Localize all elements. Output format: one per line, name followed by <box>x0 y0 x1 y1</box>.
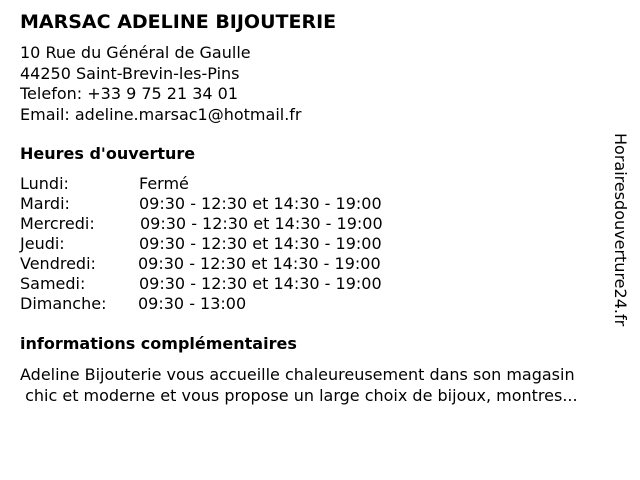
hours-row-friday <box>20 254 383 274</box>
hours-row-sunday <box>20 294 383 314</box>
hours-row-tuesday <box>20 194 383 214</box>
hours-day: Mardi: <box>20 194 70 213</box>
hours-row-monday <box>20 174 383 194</box>
hours-time: 09:30 - 12:30 et 14:30 - 19:00 <box>139 234 382 253</box>
description-line: chic et moderne et vous propose un large choix de bijoux, montres... <box>20 385 578 405</box>
street-address: 10 Rue du Général de Gaulle <box>20 43 251 62</box>
hours-day: Lundi: <box>20 174 69 193</box>
hours-day: Vendredi: <box>20 254 96 273</box>
description-line: Adeline Bijouterie vous accueille chaleureusement dans son magasin <box>20 365 575 384</box>
hours-day: Samedi: <box>20 274 86 293</box>
email-address: Email: adeline.marsac1@hotmail.fr <box>20 104 302 124</box>
hours-time: 09:30 - 12:30 et 14:30 - 19:00 <box>139 194 382 213</box>
hours-time: 09:30 - 13:00 <box>138 294 247 313</box>
business-contact <box>20 43 302 125</box>
opening-hours-heading: Heures d'ouverture <box>20 144 196 163</box>
opening-hours-table <box>20 174 383 314</box>
city-address: 44250 Saint-Brevin-les-Pins <box>20 63 240 83</box>
hours-time: 09:30 - 12:30 et 14:30 - 19:00 <box>140 214 383 233</box>
business-description <box>20 365 632 406</box>
business-name: MARSAC ADELINE BIJOUTERIE <box>20 11 337 33</box>
hours-row-saturday <box>20 274 383 294</box>
hours-time: 09:30 - 12:30 et 14:30 - 19:00 <box>139 274 382 293</box>
hours-day: Mercredi: <box>20 214 95 233</box>
hours-day: Jeudi: <box>20 234 65 253</box>
hours-time: Fermé <box>139 174 189 193</box>
hours-row-wednesday <box>20 214 383 234</box>
site-watermark: Horairesdouverture24.fr <box>611 133 630 327</box>
phone-number: Telefon: +33 9 75 21 34 01 <box>20 84 239 103</box>
hours-time: 09:30 - 12:30 et 14:30 - 19:00 <box>138 254 381 273</box>
hours-day: Dimanche: <box>20 294 107 313</box>
hours-row-thursday <box>20 234 383 254</box>
additional-info-heading: informations complémentaires <box>20 334 297 353</box>
